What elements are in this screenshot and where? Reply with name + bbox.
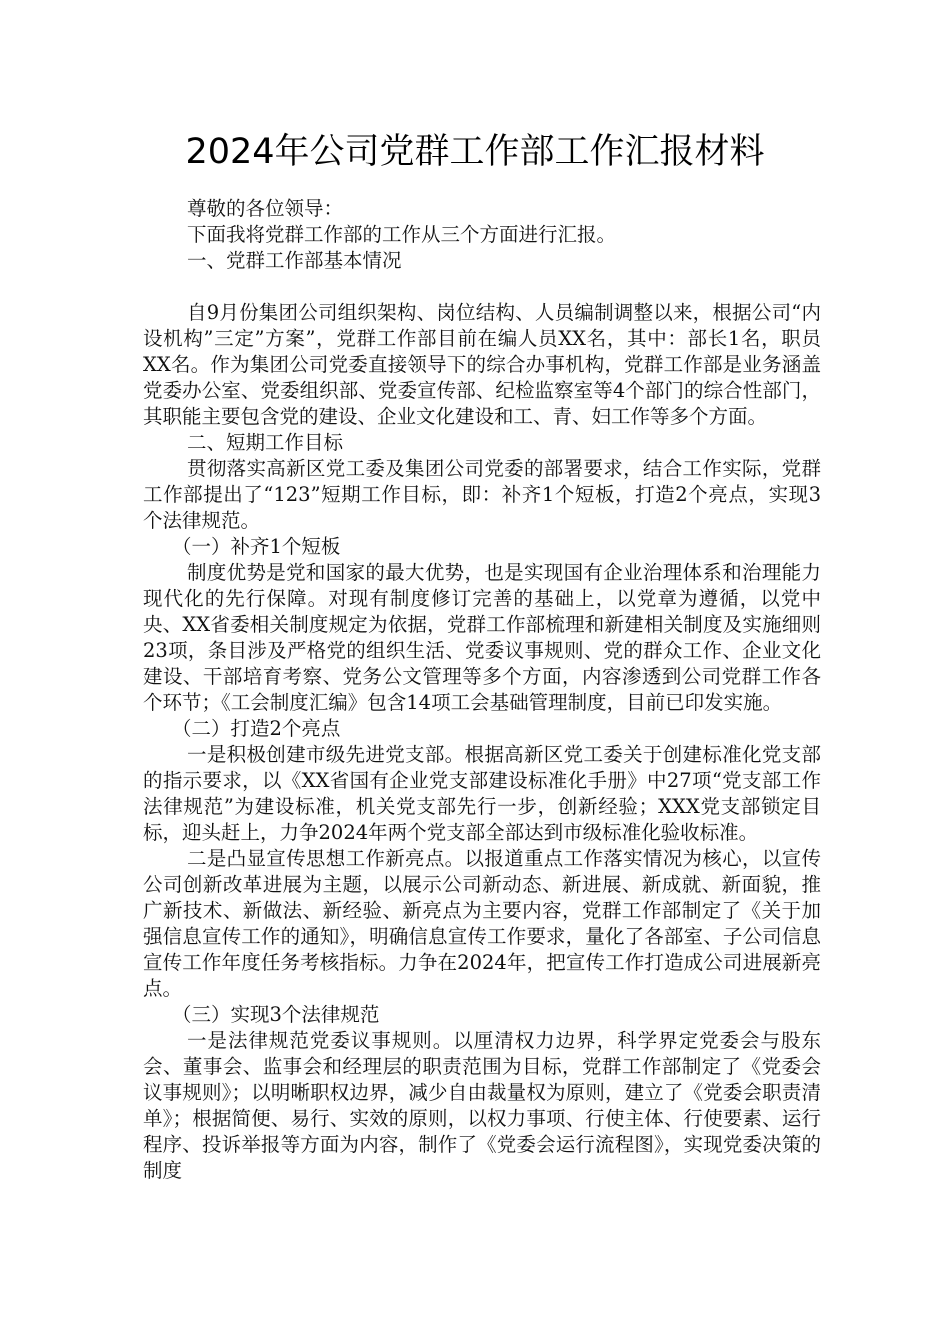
subsection3-paragraph: 一是法律规范党委议事规则。以厘清权力边界，科学界定党委会与股东会、董事会、监事会和经理层的职责范围为目标，党群工作部制定了《党委会议事规则》；以明晰职权边界，减少自由裁量权为原则，建立了《党委会职责清单》；根据简便、易行、实效的原则，以权力事项、行使主体、行使要素、运行程序、投诉举报等方面为内容，制作了《党委会运行流程图》，实现党委决策的制度	[143, 1029, 821, 1182]
document-title: 2024年公司党群工作部工作汇报材料	[185, 132, 765, 172]
subsection2-paragraph-1: 一是积极创建市级先进党支部。根据高新区党工委关于创建标准化党支部的指示要求，以《XX省国有企业党支部建设标准化手册》中27项“党支部工作法律规范”为建设标准，机关党支部先行一步，创新经验；XXX党支部锁定目标，迎头赶上，力争2024年两个党支部全部达到市级标准化验收标准。	[143, 743, 821, 844]
section-heading-2: 二、短期工作目标	[187, 431, 344, 454]
document-body	[143, 196, 821, 1184]
blank-line	[143, 274, 821, 300]
intro-paragraph: 下面我将党群工作部的工作从三个方面进行汇报。	[187, 223, 617, 246]
subsection-heading-2: （二）打造2个亮点	[172, 717, 341, 740]
section2-paragraph: 贯彻落实高新区党工委及集团公司党委的部署要求，结合工作实际，党群工作部提出了“123”短期工作目标，即：补齐1个短板，打造2个亮点，实现3个法律规范。	[143, 457, 821, 532]
subsection-heading-1: （一）补齐1个短板	[172, 535, 341, 558]
subsection2-paragraph-2: 二是凸显宣传思想工作新亮点。以报道重点工作落实情况为核心，以宣传公司创新改革进展为主题，以展示公司新动态、新进展、新成就、新面貌，推广新技术、新做法、新经验、新亮点为主要内容，党群工作部制定了《关于加强信息宣传工作的通知》，明确信息宣传工作要求，量化了各部室、子公司信息宣传工作年度任务考核指标。力争在2024年，把宣传工作打造成公司进展新亮点。	[143, 847, 821, 1000]
subsection-heading-3: （三）实现3个法律规范	[172, 1003, 380, 1026]
section1-paragraph: 自9月份集团公司组织架构、岗位结构、人员编制调整以来，根据公司“内设机构”三定”方案”，党群工作部目前在编人员XX名，其中：部长1名，职员XX名。作为集团公司党委直接领导下的综合办事机构，党群工作部是业务涵盖党委办公室、党委组织部、党委宣传部、纪检监察室等4个部门的综合性部门，其职能主要包含党的建设、企业文化建设和工、青、妇工作等多个方面。	[143, 301, 821, 428]
section-heading-1: 一、党群工作部基本情况	[187, 249, 402, 272]
subsection1-paragraph: 制度优势是党和国家的最大优势，也是实现国有企业治理体系和治理能力现代化的先行保障。对现有制度修订完善的基础上，以党章为遵循，以党中央、XX省委相关制度规定为依据，党群工作部梳理和新建相关制度及实施细则23项，条目涉及严格党的组织生活、党委议事规则、党的群众工作、企业文化建设、干部培育考察、党务公文管理等多个方面，内容渗透到公司党群工作各个环节；《工会制度汇编》包含14项工会基础管理制度，目前已印发实施。	[143, 561, 821, 714]
salutation: 尊敬的各位领导：	[187, 197, 344, 220]
